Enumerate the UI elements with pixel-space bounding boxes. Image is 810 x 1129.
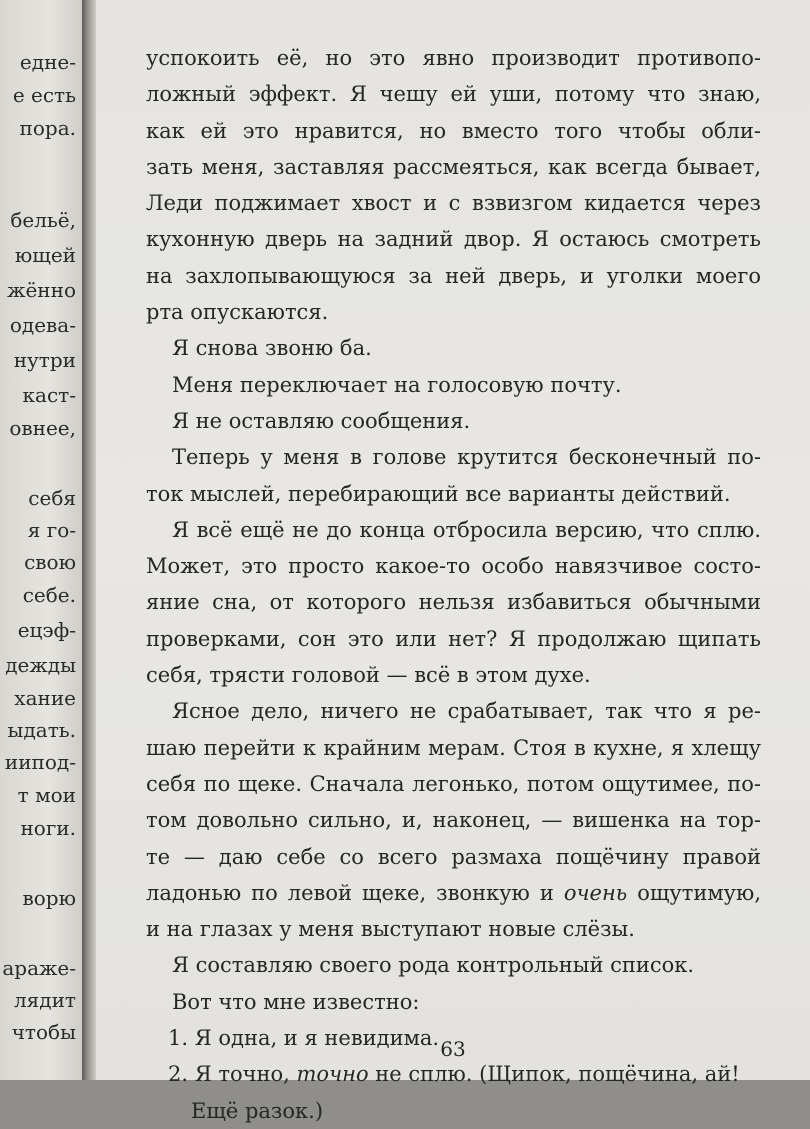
line-text: ладонью по левой щеке, звонкую и (146, 880, 564, 905)
left-fragment: чтобы (11, 1020, 76, 1044)
left-fragment: себя (28, 486, 76, 510)
text-line: шаю перейти к крайним мерам. Стоя в кухне, я хлещу (146, 735, 761, 760)
text-line: Я всё ещё не до конца отбросила версию, что сплю. (172, 517, 761, 542)
left-fragment: лядит (13, 988, 76, 1012)
left-fragment: дежды (5, 653, 76, 677)
text-line: зать меня, заставляя рассмеяться, как всегда бывает, (146, 154, 761, 179)
book-gutter (82, 0, 96, 1080)
text-line: себя по щеке. Сначала легонько, потом ощутимее, по- (146, 771, 761, 796)
line-text: ощутимую, (627, 880, 761, 905)
text-line: Ясное дело, ничего не срабатывает, так что я ре- (172, 699, 761, 724)
text-line: проверками, сон это или нет? Я продолжаю щипать (146, 626, 761, 651)
text-line: и на глазах у меня выступают новые слёзы. (146, 917, 635, 942)
page-number: 63 (440, 1037, 466, 1061)
list-text: Я точно, (194, 1062, 297, 1087)
text-line: Меня переключает на голосовую почту. (172, 372, 622, 397)
text-line: яние сна, от которого нельзя избавиться обычными (146, 590, 761, 615)
text-line: Леди поджимает хвост и с взвизгом кидается через (146, 191, 761, 216)
left-fragment: нутри (13, 348, 76, 372)
left-fragment: одева- (9, 313, 76, 337)
text-line: Может, это просто какое-то особо навязчивое состо- (146, 554, 761, 579)
text-line: Вот что мне известно: (172, 989, 420, 1014)
list-item-continuation: Ещё разок.) (191, 1098, 324, 1123)
list-number: 2. (168, 1062, 189, 1087)
text-line: ток мыслей, перебирающий все варианты действий. (146, 481, 731, 506)
text-line: те — даю себе со всего размаха пощёчину правой (146, 844, 761, 869)
text-line: Теперь у меня в голове крутится бесконечный по- (172, 445, 761, 470)
left-fragment: пора. (19, 116, 76, 140)
text-line: том довольно сильно, и, наконец, — вишенка на тор- (146, 808, 761, 833)
text-line: Я снова звоню ба. (172, 336, 372, 361)
left-fragment: иипод- (4, 750, 76, 774)
list-text: Я одна, и я невидима. (194, 1026, 440, 1051)
text-line: как ей это нравится, но вместо того чтобы обли- (146, 118, 761, 143)
left-fragment: хание (14, 686, 76, 710)
text-line: Я не оставляю сообщения. (172, 408, 471, 433)
left-fragment: жённо (7, 278, 76, 302)
left-fragment: едне- (19, 50, 76, 74)
left-fragment: т мои (17, 783, 76, 807)
emphasis-ochen: очень (563, 880, 628, 905)
body-text (146, 40, 761, 1129)
left-fragment: ыдать. (7, 718, 76, 742)
left-fragment: овнее, (9, 416, 76, 440)
left-fragment: себе. (22, 583, 76, 607)
left-fragment: ноги. (20, 816, 76, 840)
text-line: на захлопывающуюся за ней дверь, и уголки моего (146, 263, 761, 288)
text-line: рта опускаются. (146, 300, 329, 325)
left-fragment: е есть (12, 83, 76, 107)
list-item (146, 1056, 761, 1092)
left-fragment: ецэф- (17, 618, 76, 642)
left-fragment: ющей (14, 243, 76, 267)
emphasis-tochno: точно (296, 1062, 369, 1087)
text-line: Я составляю своего рода контрольный список. (172, 953, 695, 978)
left-fragment: араже- (2, 956, 76, 980)
left-fragment: я го- (27, 518, 76, 542)
text-line: ложный эффект. Я чешу ей уши, потому что знаю, (146, 82, 761, 107)
text-line: кухонную дверь на задний двор. Я остаюсь смотреть (146, 227, 761, 252)
text-line: себя, трясти головой — всё в этом духе. (146, 663, 591, 688)
left-fragment: свою (24, 550, 76, 574)
right-page (96, 0, 810, 1123)
left-page (0, 0, 82, 1080)
left-fragment: бельё, (10, 208, 76, 232)
left-fragment: ворю (22, 886, 76, 910)
list-text: не сплю. (Щипок, пощёчина, ай! (368, 1062, 740, 1087)
text-line-emphasis (146, 875, 761, 911)
list-number: 1. (168, 1026, 189, 1051)
text-line: успокоить её, но это явно производит противопо- (146, 46, 761, 70)
left-fragment: каст- (22, 383, 76, 407)
